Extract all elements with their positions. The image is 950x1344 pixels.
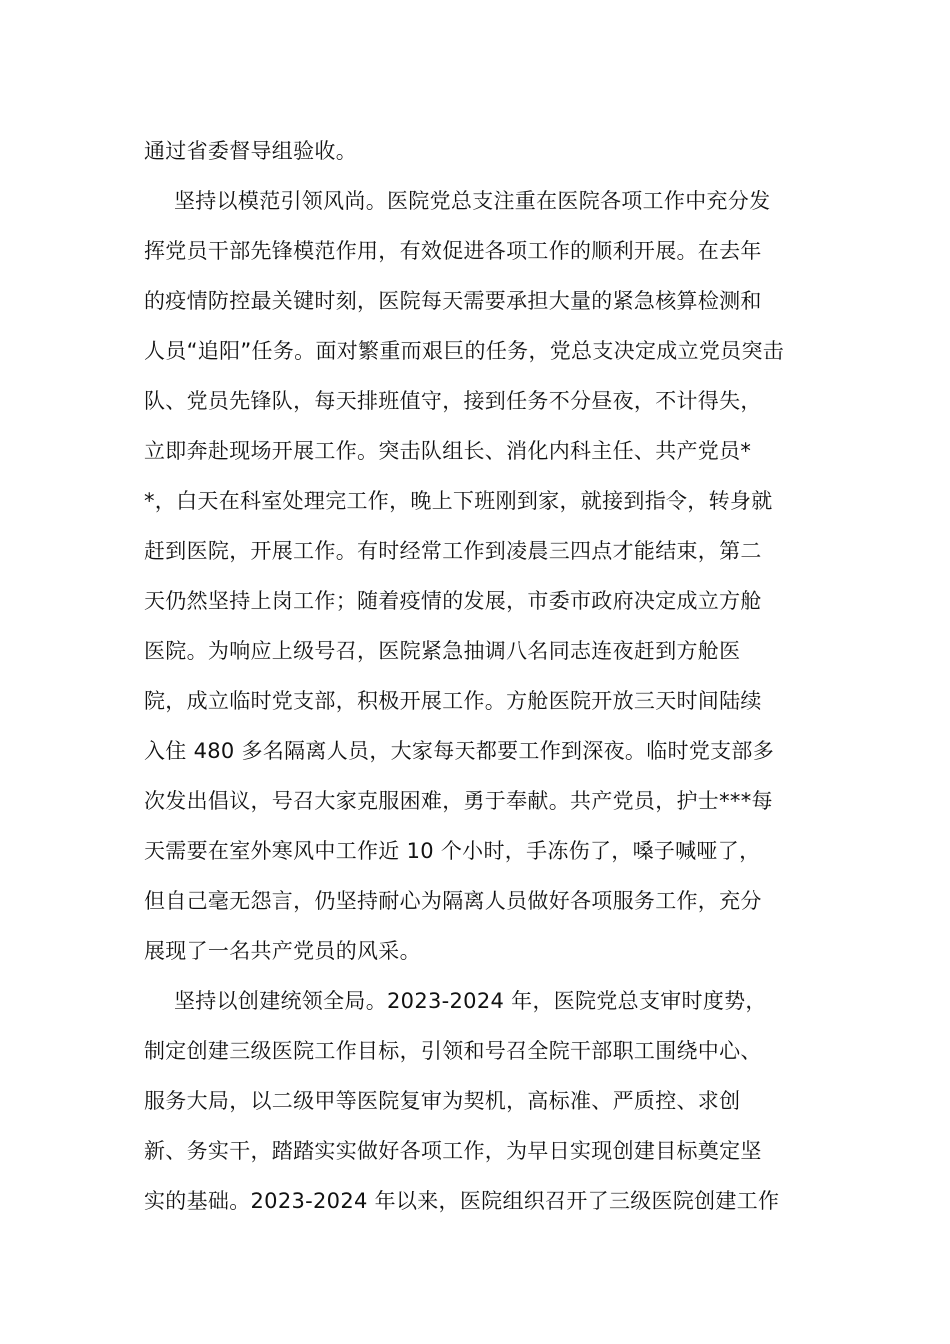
text-line: 新、务实干，踏踏实实做好各项工作，为早日实现创建目标奠定坚 xyxy=(144,1139,762,1163)
text-line: 的疫情防控最关键时刻，医院每天需要承担大量的紧急核算检测和 xyxy=(144,289,762,313)
body-text xyxy=(144,126,808,1226)
text-line: 制定创建三级医院工作目标，引领和号召全院干部职工围绕中心、 xyxy=(144,1039,762,1063)
text-line: *，白天在科室处理完工作，晚上下班刚到家，就接到指令，转身就 xyxy=(144,489,773,513)
text-line: 入住 480 多名隔离人员，大家每天都要工作到深夜。临时党支部多 xyxy=(144,739,775,763)
text-line: 队、党员先锋队，每天排班值守，接到任务不分昼夜，不计得失， xyxy=(144,389,762,413)
text-line: 通过省委督导组验收。 xyxy=(144,139,357,163)
paragraph-start-line: 坚持以创建统领全局。2023-2024 年，医院党总支审时度势， xyxy=(174,989,767,1013)
text-line: 天需要在室外寒风中工作近 10 个小时，手冻伤了，嗓子喊哑了， xyxy=(144,839,761,863)
text-line: 天仍然坚持上岗工作；随着疫情的发展，市委市政府决定成立方舱 xyxy=(144,589,762,613)
text-line: 赶到医院，开展工作。有时经常工作到凌晨三四点才能结束，第二 xyxy=(144,539,762,563)
text-line: 但自己毫无怨言，仍坚持耐心为隔离人员做好各项服务工作，充分 xyxy=(144,889,762,913)
text-line: 实的基础。2023-2024 年以来，医院组织召开了三级医院创建工作 xyxy=(144,1189,780,1213)
paragraph-start-line: 坚持以模范引领风尚。医院党总支注重在医院各项工作中充分发 xyxy=(174,189,771,213)
text-line: 院，成立临时党支部，积极开展工作。方舱医院开放三天时间陆续 xyxy=(144,689,762,713)
text-line: 展现了一名共产党员的风采。 xyxy=(144,939,421,963)
text-line: 次发出倡议，号召大家克服困难，勇于奉献。共产党员，护士***每 xyxy=(144,789,773,813)
text-line: 立即奔赴现场开展工作。突击队组长、消化内科主任、共产党员* xyxy=(144,439,752,463)
text-line: 医院。为响应上级号召，医院紧急抽调八名同志连夜赶到方舱医 xyxy=(144,639,741,663)
text-line: 挥党员干部先锋模范作用，有效促进各项工作的顺利开展。在去年 xyxy=(144,239,762,263)
text-line: 服务大局，以二级甲等医院复审为契机，高标准、严质控、求创 xyxy=(144,1089,741,1113)
text-line: 人员“追阳”任务。面对繁重而艰巨的任务，党总支决定成立党员突击 xyxy=(144,339,785,363)
